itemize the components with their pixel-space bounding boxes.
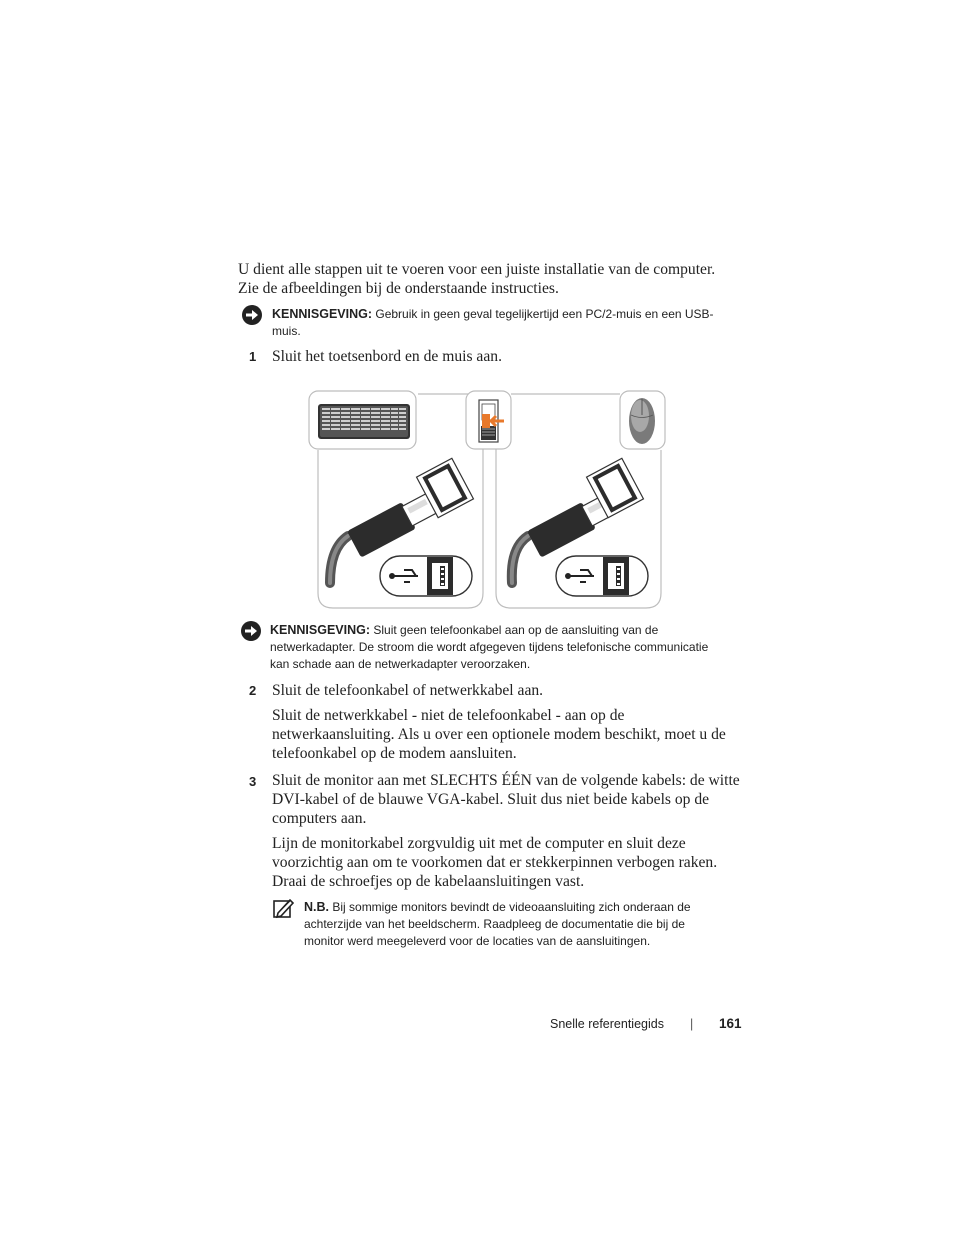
keyboard-icon (309, 391, 416, 449)
page-number: 161 (719, 1016, 742, 1031)
note (304, 899, 764, 950)
step-number: 2 (249, 683, 257, 698)
notice-2 (270, 622, 760, 673)
usb-plug-illustration (512, 458, 648, 596)
paragraph-line: DVI-kabel of de blauwe VGA-kabel. Sluit dus niet beide kabels op de (272, 791, 710, 808)
paragraph-line: Sluit de netwerkkabel - niet de telefoonkabel - aan op de (272, 707, 625, 724)
notice-icon (241, 304, 263, 326)
paragraph-line: Sluit de monitor aan met SLECHTS ÉÉN van de volgende kabels: de witte (272, 772, 740, 789)
step-2-paragraph (272, 706, 752, 763)
intro-paragraph (238, 260, 758, 298)
note-label: N.B. (304, 900, 329, 914)
paragraph-line: Lijn de monitorkabel zorgvuldig uit met de computer en sluit deze (272, 835, 686, 852)
note-text: achterzijde van het beeldscherm. Raadpleeg de documentatie die bij de (304, 917, 685, 931)
step-3-paragraph (272, 834, 752, 891)
pencil-note-icon (272, 897, 294, 919)
notice-text: Sluit geen telefoonkabel aan op de aansluiting van de (373, 623, 659, 637)
keyboard-mouse-usb-illustration (300, 388, 675, 614)
notice-text: kan schade aan de netwerkadapter veroorzaken. (270, 657, 531, 671)
step-number: 3 (249, 774, 257, 789)
note-text: Bij sommige monitors bevindt de videoaansluiting zich onderaan de (332, 900, 691, 914)
computer-usb-port-icon (466, 391, 511, 449)
paragraph-line: computers aan. (272, 810, 367, 827)
note-text: monitor werd meegeleverd voor de locaties van de aansluitingen. (304, 934, 651, 948)
paragraph-line: voorzichtig aan om te voorkomen dat er stekkerpinnen verbogen raken. (272, 854, 718, 871)
notice-text: netwerkadapter. De stroom die wordt afgegeven tijdens telefonische communicatie (270, 640, 709, 654)
step-2-text: Sluit de telefoonkabel of netwerkkabel aan. (272, 682, 544, 699)
footer-section-title: Snelle referentiegids (550, 1017, 664, 1031)
step-1-text: Sluit het toetsenbord en de muis aan. (272, 348, 502, 365)
intro-line-2: Zie de afbeeldingen bij de onderstaande instructies. (238, 280, 559, 297)
notice-label: KENNISGEVING: (270, 623, 371, 637)
notice-text: Gebruik in geen geval tegelijkertijd een PC/2-muis en een USB- (375, 307, 714, 321)
footer-separator: | (690, 1017, 694, 1031)
usb-plug-illustration (330, 458, 473, 596)
notice-text: muis. (272, 324, 301, 338)
intro-line-1: U dient alle stappen uit te voeren voor een juiste installatie van de computer. (238, 261, 716, 278)
step-3-text (272, 771, 752, 828)
notice-1 (272, 306, 752, 340)
notice-label: KENNISGEVING: (272, 307, 373, 321)
paragraph-line: Draai de schroefjes op de kabelaansluitingen vast. (272, 873, 585, 890)
paragraph-line: telefoonkabel op de modem aansluiten. (272, 745, 517, 762)
notice-icon (240, 620, 262, 642)
paragraph-line: netwerkaansluiting. Als u over een optionele modem beschikt, moet u de (272, 726, 726, 743)
mouse-icon (620, 391, 665, 449)
step-number: 1 (249, 349, 257, 364)
